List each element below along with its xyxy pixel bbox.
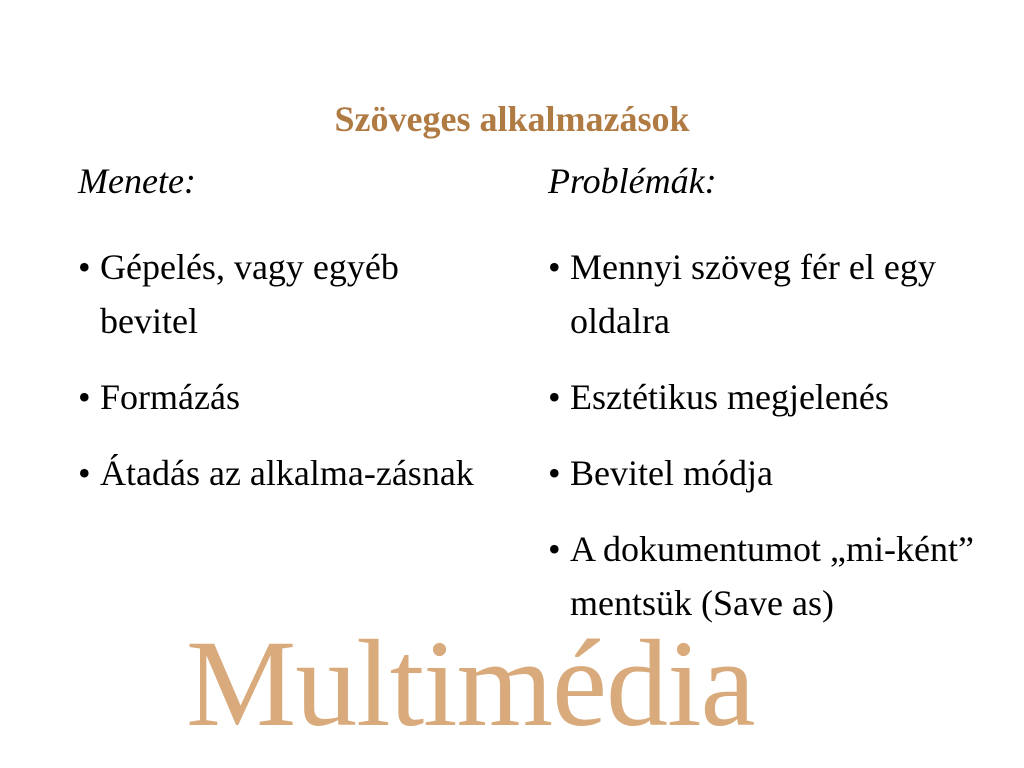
list-item	[548, 240, 988, 348]
list-item	[78, 446, 498, 500]
bullet-icon: •	[548, 247, 561, 287]
list-item	[548, 446, 988, 500]
list-item	[548, 522, 988, 630]
list-item-text: Formázás	[100, 377, 240, 417]
list-item-text: Átadás az alkalma-zásnak	[100, 453, 474, 493]
left-bullet-list	[78, 240, 498, 500]
bullet-icon: •	[548, 377, 561, 417]
bullet-icon: •	[78, 247, 91, 287]
list-item-text: Esztétikus megjelenés	[570, 377, 889, 417]
bullet-icon: •	[548, 529, 561, 569]
list-item	[78, 240, 498, 348]
right-column-heading: Problémák:	[548, 161, 717, 201]
multimedia-watermark: Multimédia	[186, 615, 755, 752]
bullet-icon: •	[548, 453, 561, 493]
list-item-text: Gépelés, vagy egyéb bevitel	[100, 247, 399, 341]
bullet-icon: •	[78, 377, 91, 417]
left-column	[78, 160, 498, 522]
list-item-text: A dokumentumot „mi-ként” mentsük (Save as)	[570, 529, 974, 623]
list-item-text: Bevitel módja	[570, 453, 773, 493]
right-column	[548, 160, 988, 652]
list-item-text: Mennyi szöveg fér el egy oldalra	[570, 247, 936, 341]
right-bullet-list	[548, 240, 988, 630]
list-item	[548, 370, 988, 424]
left-column-heading: Menete:	[78, 161, 196, 201]
bullet-icon: •	[78, 453, 91, 493]
slide-title: Szöveges alkalmazások	[334, 99, 690, 139]
list-item	[78, 370, 498, 424]
